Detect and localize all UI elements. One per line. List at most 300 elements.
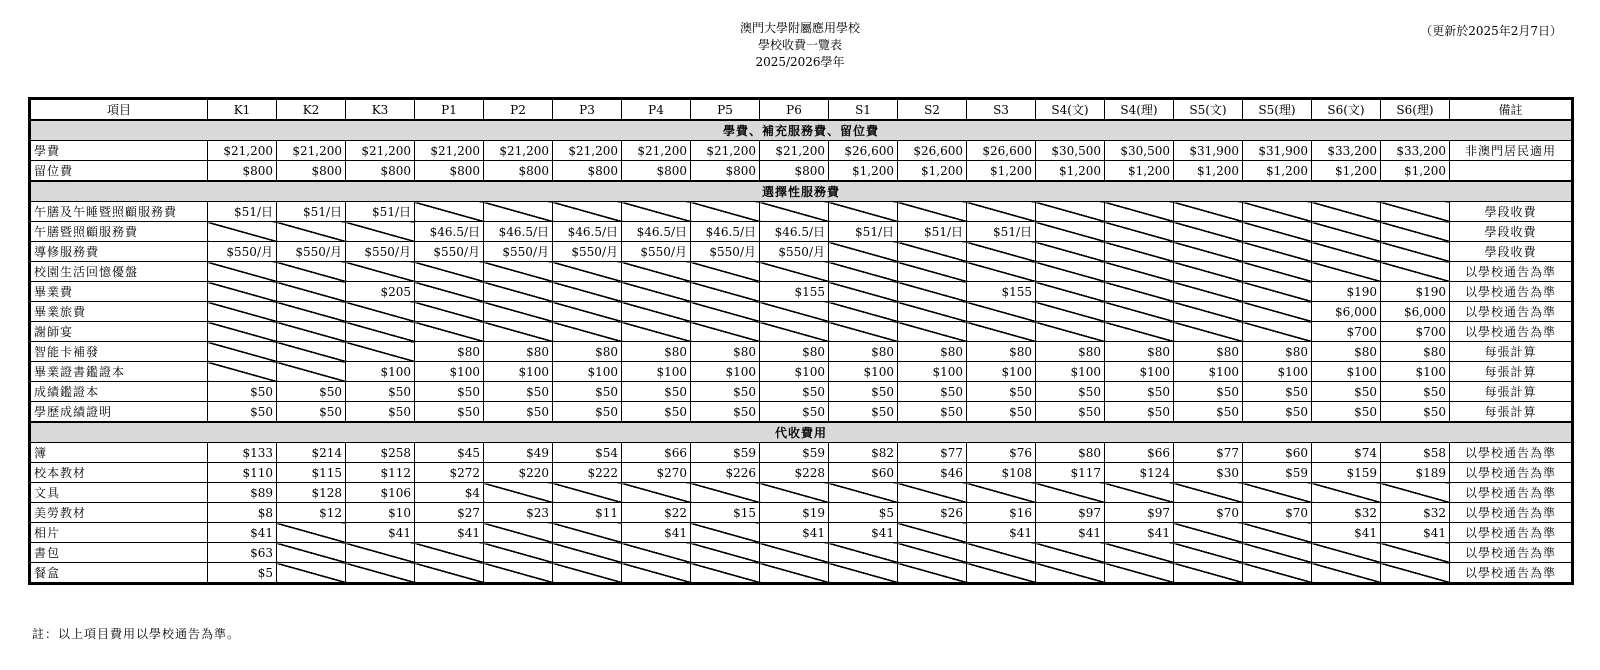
not-applicable-cell bbox=[346, 222, 415, 242]
fee-cell: $100 bbox=[1312, 362, 1381, 382]
row-label: 校園生活回憶優盤 bbox=[30, 262, 208, 282]
section-title: 選擇性服務費 bbox=[30, 181, 1573, 202]
fee-cell: $800 bbox=[208, 161, 277, 182]
row-note: 以學校通告為準 bbox=[1450, 322, 1573, 342]
fee-cell: $1,200 bbox=[829, 161, 898, 182]
not-applicable-cell bbox=[967, 302, 1036, 322]
not-applicable-cell bbox=[622, 543, 691, 563]
not-applicable-cell bbox=[691, 563, 760, 584]
table-row bbox=[30, 202, 1573, 222]
fee-cell: $1,200 bbox=[1036, 161, 1105, 182]
not-applicable-cell bbox=[898, 322, 967, 342]
fee-cell: $54 bbox=[553, 443, 622, 463]
not-applicable-cell bbox=[1174, 242, 1243, 262]
not-applicable-cell bbox=[346, 342, 415, 362]
row-label: 書包 bbox=[30, 543, 208, 563]
fee-cell: $100 bbox=[484, 362, 553, 382]
fee-cell: $189 bbox=[1381, 463, 1450, 483]
fee-cell: $77 bbox=[1174, 443, 1243, 463]
fee-cell: $800 bbox=[346, 161, 415, 182]
fee-cell: $80 bbox=[553, 342, 622, 362]
fee-cell: $50 bbox=[415, 402, 484, 423]
not-applicable-cell bbox=[208, 342, 277, 362]
table-row bbox=[30, 141, 1573, 161]
fee-cell: $80 bbox=[1243, 342, 1312, 362]
fee-cell: $50 bbox=[760, 382, 829, 402]
column-header: S5(理) bbox=[1243, 99, 1312, 121]
fee-cell: $100 bbox=[622, 362, 691, 382]
table-row bbox=[30, 342, 1573, 362]
not-applicable-cell bbox=[898, 523, 967, 543]
fee-cell: $800 bbox=[415, 161, 484, 182]
fee-cell: $97 bbox=[1105, 503, 1174, 523]
not-applicable-cell bbox=[415, 302, 484, 322]
not-applicable-cell bbox=[1312, 563, 1381, 584]
row-note: 以學校通告為準 bbox=[1450, 483, 1573, 503]
row-label: 學歷成績證明 bbox=[30, 402, 208, 423]
fee-cell: $50 bbox=[208, 402, 277, 423]
not-applicable-cell bbox=[760, 202, 829, 222]
not-applicable-cell bbox=[760, 262, 829, 282]
fee-cell: $50 bbox=[1105, 382, 1174, 402]
fee-cell: $30,500 bbox=[1036, 141, 1105, 161]
fee-cell: $51/日 bbox=[898, 222, 967, 242]
fee-cell: $50 bbox=[346, 402, 415, 423]
fee-cell: $1,200 bbox=[1105, 161, 1174, 182]
fee-cell: $50 bbox=[898, 402, 967, 423]
not-applicable-cell bbox=[829, 563, 898, 584]
fee-cell: $74 bbox=[1312, 443, 1381, 463]
row-label: 美勞教材 bbox=[30, 503, 208, 523]
fee-cell: $228 bbox=[760, 463, 829, 483]
not-applicable-cell bbox=[967, 322, 1036, 342]
column-header: S4(文) bbox=[1036, 99, 1105, 121]
not-applicable-cell bbox=[553, 262, 622, 282]
fee-cell: $46.5/日 bbox=[415, 222, 484, 242]
fee-cell: $100 bbox=[829, 362, 898, 382]
not-applicable-cell bbox=[622, 282, 691, 302]
fee-cell: $50 bbox=[277, 402, 346, 423]
fee-cell: $15 bbox=[691, 503, 760, 523]
not-applicable-cell bbox=[208, 362, 277, 382]
fee-cell: $32 bbox=[1381, 503, 1450, 523]
fee-cell: $800 bbox=[691, 161, 760, 182]
section-title: 學費、補充服務費、留位費 bbox=[30, 120, 1573, 141]
fee-cell: $190 bbox=[1312, 282, 1381, 302]
column-header: P1 bbox=[415, 99, 484, 121]
fee-cell: $80 bbox=[760, 342, 829, 362]
fee-cell: $46.5/日 bbox=[691, 222, 760, 242]
fee-cell: $1,200 bbox=[898, 161, 967, 182]
not-applicable-cell bbox=[967, 262, 1036, 282]
not-applicable-cell bbox=[1174, 302, 1243, 322]
row-label: 校本教材 bbox=[30, 463, 208, 483]
fee-cell: $5 bbox=[208, 563, 277, 584]
fee-cell: $800 bbox=[622, 161, 691, 182]
column-header: S4(理) bbox=[1105, 99, 1174, 121]
fee-table-body bbox=[30, 120, 1573, 584]
fee-cell: $32 bbox=[1312, 503, 1381, 523]
fee-cell: $50 bbox=[829, 402, 898, 423]
fee-cell: $100 bbox=[415, 362, 484, 382]
fee-cell: $26 bbox=[898, 503, 967, 523]
column-header: P2 bbox=[484, 99, 553, 121]
not-applicable-cell bbox=[898, 202, 967, 222]
not-applicable-cell bbox=[1036, 282, 1105, 302]
updated-date: （更新於2025年2月7日） bbox=[1420, 24, 1562, 38]
not-applicable-cell bbox=[622, 483, 691, 503]
fee-cell: $59 bbox=[1243, 463, 1312, 483]
fee-cell: $80 bbox=[829, 342, 898, 362]
fee-cell: $31,900 bbox=[1174, 141, 1243, 161]
fee-cell: $50 bbox=[484, 402, 553, 423]
section-header-row bbox=[30, 181, 1573, 202]
fee-cell: $50 bbox=[967, 402, 1036, 423]
row-note: 以學校通告為準 bbox=[1450, 302, 1573, 322]
not-applicable-cell bbox=[1105, 262, 1174, 282]
fee-cell: $50 bbox=[622, 402, 691, 423]
fee-cell: $70 bbox=[1174, 503, 1243, 523]
fee-cell: $272 bbox=[415, 463, 484, 483]
column-header: P6 bbox=[760, 99, 829, 121]
column-header: P3 bbox=[553, 99, 622, 121]
not-applicable-cell bbox=[1381, 543, 1450, 563]
fee-cell: $117 bbox=[1036, 463, 1105, 483]
fee-cell: $50 bbox=[553, 402, 622, 423]
not-applicable-cell bbox=[691, 302, 760, 322]
not-applicable-cell bbox=[1105, 242, 1174, 262]
not-applicable-cell bbox=[1105, 302, 1174, 322]
not-applicable-cell bbox=[1243, 222, 1312, 242]
column-header: P5 bbox=[691, 99, 760, 121]
not-applicable-cell bbox=[622, 563, 691, 584]
fee-cell: $80 bbox=[1381, 342, 1450, 362]
row-note: 學段收費 bbox=[1450, 222, 1573, 242]
fee-cell: $63 bbox=[208, 543, 277, 563]
section-header-row bbox=[30, 120, 1573, 141]
fee-cell: $50 bbox=[1036, 382, 1105, 402]
not-applicable-cell bbox=[691, 262, 760, 282]
school-name: 澳門大學附屬應用學校 bbox=[739, 21, 860, 35]
table-row bbox=[30, 382, 1573, 402]
row-label: 智能卡補發 bbox=[30, 342, 208, 362]
not-applicable-cell bbox=[1036, 322, 1105, 342]
fee-cell: $50 bbox=[1036, 402, 1105, 423]
fee-cell: $33,200 bbox=[1312, 141, 1381, 161]
fee-cell: $100 bbox=[691, 362, 760, 382]
not-applicable-cell bbox=[898, 282, 967, 302]
table-row bbox=[30, 563, 1573, 584]
not-applicable-cell bbox=[829, 242, 898, 262]
not-applicable-cell bbox=[1381, 242, 1450, 262]
not-applicable-cell bbox=[1105, 483, 1174, 503]
fee-cell: $220 bbox=[484, 463, 553, 483]
fee-cell: $100 bbox=[760, 362, 829, 382]
fee-cell: $155 bbox=[967, 282, 1036, 302]
not-applicable-cell bbox=[760, 563, 829, 584]
not-applicable-cell bbox=[208, 222, 277, 242]
not-applicable-cell bbox=[691, 282, 760, 302]
not-applicable-cell bbox=[1243, 563, 1312, 584]
fee-cell: $50 bbox=[898, 382, 967, 402]
fee-cell: $41 bbox=[967, 523, 1036, 543]
fee-cell: $21,200 bbox=[553, 141, 622, 161]
fee-cell: $50 bbox=[622, 382, 691, 402]
fee-cell: $51/日 bbox=[829, 222, 898, 242]
table-row bbox=[30, 242, 1573, 262]
not-applicable-cell bbox=[1105, 322, 1174, 342]
fee-cell: $80 bbox=[484, 342, 553, 362]
fee-cell: $6,000 bbox=[1381, 302, 1450, 322]
fee-cell: $550/月 bbox=[277, 242, 346, 262]
fee-cell: $22 bbox=[622, 503, 691, 523]
not-applicable-cell bbox=[967, 483, 1036, 503]
not-applicable-cell bbox=[1174, 523, 1243, 543]
not-applicable-cell bbox=[415, 543, 484, 563]
not-applicable-cell bbox=[346, 302, 415, 322]
fee-cell: $19 bbox=[760, 503, 829, 523]
fee-cell: $41 bbox=[622, 523, 691, 543]
fee-cell: $27 bbox=[415, 503, 484, 523]
not-applicable-cell bbox=[415, 322, 484, 342]
fee-cell: $59 bbox=[760, 443, 829, 463]
not-applicable-cell bbox=[622, 262, 691, 282]
fee-table bbox=[28, 97, 1574, 585]
row-note: 以學校通告為準 bbox=[1450, 563, 1573, 584]
not-applicable-cell bbox=[277, 362, 346, 382]
fee-cell: $31,900 bbox=[1243, 141, 1312, 161]
fee-cell: $21,200 bbox=[415, 141, 484, 161]
fee-cell: $550/月 bbox=[691, 242, 760, 262]
fee-cell: $41 bbox=[415, 523, 484, 543]
academic-year: 2025/2026學年 bbox=[755, 55, 845, 69]
not-applicable-cell bbox=[1036, 543, 1105, 563]
fee-cell: $46.5/日 bbox=[484, 222, 553, 242]
not-applicable-cell bbox=[898, 483, 967, 503]
fee-cell: $1,200 bbox=[1312, 161, 1381, 182]
not-applicable-cell bbox=[1243, 523, 1312, 543]
table-row bbox=[30, 503, 1573, 523]
table-row bbox=[30, 543, 1573, 563]
fee-cell: $46.5/日 bbox=[760, 222, 829, 242]
fee-cell: $89 bbox=[208, 483, 277, 503]
not-applicable-cell bbox=[277, 322, 346, 342]
not-applicable-cell bbox=[277, 282, 346, 302]
table-row bbox=[30, 282, 1573, 302]
fee-cell: $50 bbox=[208, 382, 277, 402]
fee-cell: $124 bbox=[1105, 463, 1174, 483]
fee-cell: $50 bbox=[691, 402, 760, 423]
not-applicable-cell bbox=[691, 523, 760, 543]
fee-cell: $82 bbox=[829, 443, 898, 463]
fee-cell: $80 bbox=[898, 342, 967, 362]
not-applicable-cell bbox=[622, 202, 691, 222]
fee-cell: $190 bbox=[1381, 282, 1450, 302]
column-header: K1 bbox=[208, 99, 277, 121]
not-applicable-cell bbox=[346, 322, 415, 342]
fee-cell: $50 bbox=[760, 402, 829, 423]
fee-cell: $550/月 bbox=[622, 242, 691, 262]
fee-cell: $58 bbox=[1381, 443, 1450, 463]
fee-cell: $50 bbox=[484, 382, 553, 402]
not-applicable-cell bbox=[1312, 242, 1381, 262]
not-applicable-cell bbox=[1036, 222, 1105, 242]
not-applicable-cell bbox=[829, 282, 898, 302]
row-note: 學段收費 bbox=[1450, 242, 1573, 262]
fee-cell: $21,200 bbox=[208, 141, 277, 161]
not-applicable-cell bbox=[1381, 563, 1450, 584]
fee-cell: $50 bbox=[829, 382, 898, 402]
fee-cell: $50 bbox=[1105, 402, 1174, 423]
fee-cell: $33,200 bbox=[1381, 141, 1450, 161]
fee-cell: $50 bbox=[553, 382, 622, 402]
not-applicable-cell bbox=[691, 543, 760, 563]
fee-cell: $100 bbox=[346, 362, 415, 382]
not-applicable-cell bbox=[484, 563, 553, 584]
fee-cell: $6,000 bbox=[1312, 302, 1381, 322]
fee-cell: $26,600 bbox=[829, 141, 898, 161]
fee-cell: $550/月 bbox=[760, 242, 829, 262]
fee-cell: $128 bbox=[277, 483, 346, 503]
fee-cell: $5 bbox=[829, 503, 898, 523]
fee-cell: $41 bbox=[1105, 523, 1174, 543]
not-applicable-cell bbox=[1174, 262, 1243, 282]
not-applicable-cell bbox=[1105, 202, 1174, 222]
fee-cell: $550/月 bbox=[208, 242, 277, 262]
not-applicable-cell bbox=[691, 483, 760, 503]
not-applicable-cell bbox=[967, 202, 1036, 222]
fee-cell: $26,600 bbox=[967, 141, 1036, 161]
fee-cell: $80 bbox=[622, 342, 691, 362]
not-applicable-cell bbox=[1105, 282, 1174, 302]
fee-cell: $50 bbox=[1243, 402, 1312, 423]
not-applicable-cell bbox=[484, 322, 553, 342]
table-row bbox=[30, 362, 1573, 382]
not-applicable-cell bbox=[1105, 222, 1174, 242]
fee-cell: $1,200 bbox=[1381, 161, 1450, 182]
fee-cell: $214 bbox=[277, 443, 346, 463]
not-applicable-cell bbox=[1036, 242, 1105, 262]
fee-cell: $46 bbox=[898, 463, 967, 483]
not-applicable-cell bbox=[484, 262, 553, 282]
not-applicable-cell bbox=[484, 282, 553, 302]
not-applicable-cell bbox=[1036, 563, 1105, 584]
table-row bbox=[30, 262, 1573, 282]
not-applicable-cell bbox=[484, 543, 553, 563]
row-label: 謝師宴 bbox=[30, 322, 208, 342]
fee-cell: $26,600 bbox=[898, 141, 967, 161]
fee-cell: $51/日 bbox=[346, 202, 415, 222]
fee-cell: $66 bbox=[1105, 443, 1174, 463]
fee-cell: $41 bbox=[1381, 523, 1450, 543]
fee-cell: $133 bbox=[208, 443, 277, 463]
fee-cell: $550/月 bbox=[346, 242, 415, 262]
not-applicable-cell bbox=[967, 242, 1036, 262]
not-applicable-cell bbox=[1174, 483, 1243, 503]
fee-cell: $4 bbox=[415, 483, 484, 503]
row-note: 以學校通告為準 bbox=[1450, 262, 1573, 282]
not-applicable-cell bbox=[208, 262, 277, 282]
fee-cell: $41 bbox=[346, 523, 415, 543]
fee-cell: $800 bbox=[760, 161, 829, 182]
table-row bbox=[30, 402, 1573, 423]
row-label: 畢業旅費 bbox=[30, 302, 208, 322]
fee-cell: $115 bbox=[277, 463, 346, 483]
not-applicable-cell bbox=[1174, 322, 1243, 342]
row-note: 以學校通告為準 bbox=[1450, 282, 1573, 302]
fee-cell: $100 bbox=[1243, 362, 1312, 382]
fee-cell: $100 bbox=[553, 362, 622, 382]
not-applicable-cell bbox=[1036, 483, 1105, 503]
not-applicable-cell bbox=[1243, 242, 1312, 262]
fee-cell: $12 bbox=[277, 503, 346, 523]
not-applicable-cell bbox=[277, 543, 346, 563]
fee-cell: $10 bbox=[346, 503, 415, 523]
table-row bbox=[30, 302, 1573, 322]
not-applicable-cell bbox=[208, 282, 277, 302]
row-label: 餐盒 bbox=[30, 563, 208, 584]
not-applicable-cell bbox=[1381, 483, 1450, 503]
fee-cell: $50 bbox=[691, 382, 760, 402]
column-header: K2 bbox=[277, 99, 346, 121]
not-applicable-cell bbox=[829, 302, 898, 322]
table-row bbox=[30, 322, 1573, 342]
fee-cell: $41 bbox=[1036, 523, 1105, 543]
fee-cell: $800 bbox=[484, 161, 553, 182]
fee-cell: $41 bbox=[208, 523, 277, 543]
fee-cell: $1,200 bbox=[1243, 161, 1312, 182]
not-applicable-cell bbox=[1312, 262, 1381, 282]
column-header: S6(理) bbox=[1381, 99, 1450, 121]
fee-cell: $76 bbox=[967, 443, 1036, 463]
section-header-row bbox=[30, 422, 1573, 443]
row-note: 每張計算 bbox=[1450, 382, 1573, 402]
not-applicable-cell bbox=[760, 322, 829, 342]
row-label: 文具 bbox=[30, 483, 208, 503]
fee-cell: $21,200 bbox=[277, 141, 346, 161]
not-applicable-cell bbox=[760, 483, 829, 503]
not-applicable-cell bbox=[277, 302, 346, 322]
fee-cell: $50 bbox=[967, 382, 1036, 402]
not-applicable-cell bbox=[1174, 543, 1243, 563]
document-header bbox=[0, 20, 1600, 71]
not-applicable-cell bbox=[1174, 563, 1243, 584]
not-applicable-cell bbox=[553, 563, 622, 584]
not-applicable-cell bbox=[622, 322, 691, 342]
fee-cell: $50 bbox=[346, 382, 415, 402]
row-note: 以學校通告為準 bbox=[1450, 543, 1573, 563]
document-title: 學校收費一覽表 bbox=[757, 38, 842, 52]
not-applicable-cell bbox=[553, 282, 622, 302]
column-header: S2 bbox=[898, 99, 967, 121]
not-applicable-cell bbox=[484, 202, 553, 222]
fee-cell: $159 bbox=[1312, 463, 1381, 483]
not-applicable-cell bbox=[1312, 222, 1381, 242]
fee-cell: $77 bbox=[898, 443, 967, 463]
not-applicable-cell bbox=[1243, 322, 1312, 342]
fee-cell: $800 bbox=[553, 161, 622, 182]
row-note: 以學校通告為準 bbox=[1450, 523, 1573, 543]
not-applicable-cell bbox=[1243, 262, 1312, 282]
column-header: K3 bbox=[346, 99, 415, 121]
fee-cell: $100 bbox=[1381, 362, 1450, 382]
column-header: S5(文) bbox=[1174, 99, 1243, 121]
fee-cell: $100 bbox=[1174, 362, 1243, 382]
fee-cell: $80 bbox=[415, 342, 484, 362]
not-applicable-cell bbox=[208, 322, 277, 342]
row-note: 每張計算 bbox=[1450, 402, 1573, 423]
row-note bbox=[1450, 161, 1573, 182]
